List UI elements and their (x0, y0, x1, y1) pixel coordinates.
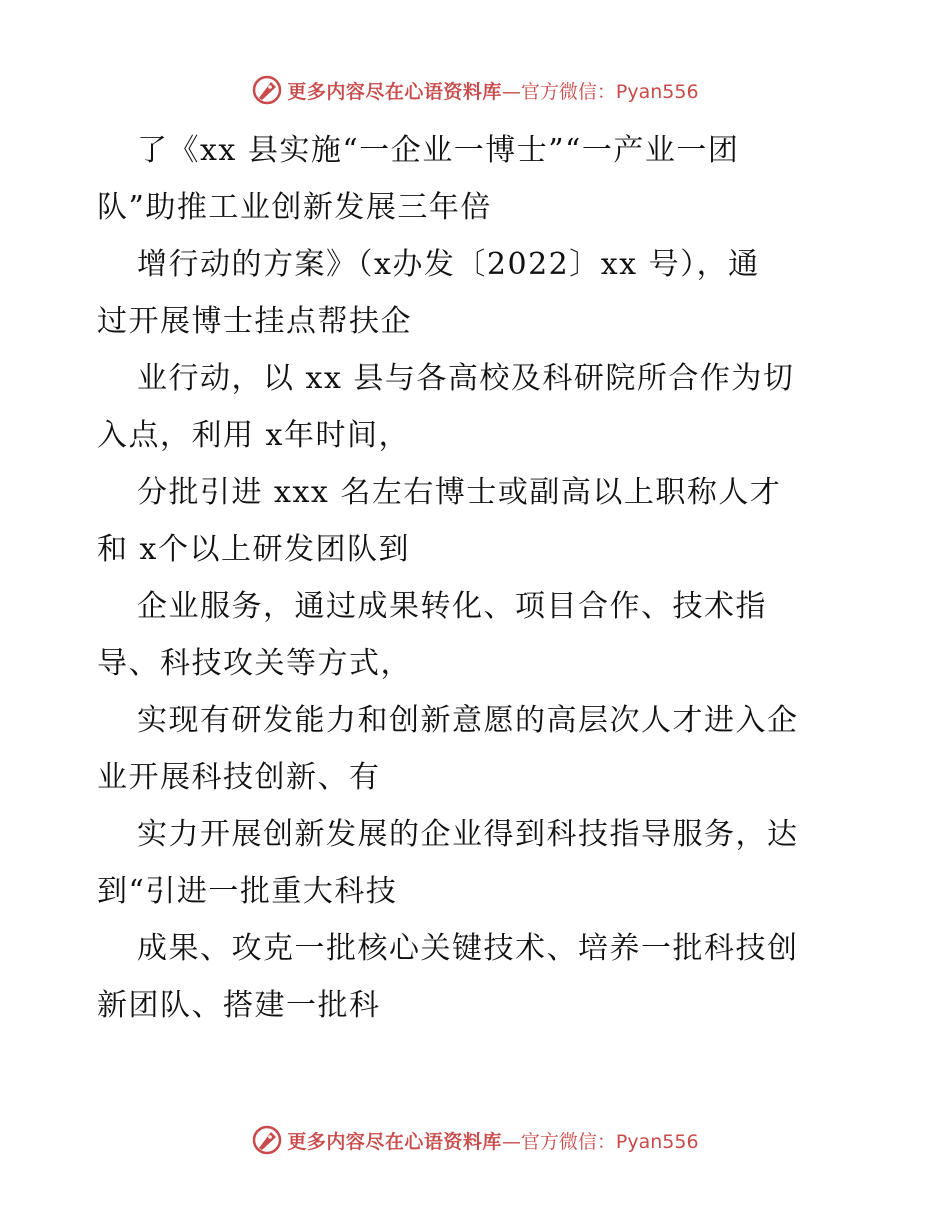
footer-contact-text: —官方微信：Pyan556 (501, 1130, 699, 1153)
header-brand-text: 更多内容尽在心语资料库 (287, 80, 502, 103)
header-contact-text: —官方微信：Pyan556 (501, 80, 699, 103)
body-line: 分批引进 xxx 名左右博士或副高以上职称人才 (137, 475, 782, 510)
header-watermark (0, 70, 950, 110)
body-line: 成果、攻克一批核心关键技术、培养一批科技创 (137, 931, 799, 966)
body-line: 导、科技攻关等方式， (97, 646, 412, 681)
body-line: 和 x个以上研发团队到 (97, 532, 410, 567)
body-line: 了《xx 县实施“一企业一博士”“一产业一团 (137, 133, 740, 168)
body-line: 业开展科技创新、有 (97, 760, 381, 795)
pen-nib-logo-icon (251, 74, 283, 106)
body-line: 新团队、搭建一批科 (97, 988, 381, 1023)
body-line: 到“引进一批重大科技 (97, 874, 398, 909)
body-line: 队”助推工业创新发展三年倍 (97, 190, 492, 225)
body-line: 企业服务，通过成果转化、项目合作、技术指 (137, 589, 767, 624)
body-line: 实力开展创新发展的企业得到科技指导服务，达 (137, 817, 799, 852)
document-body (97, 122, 857, 1034)
pen-nib-logo-icon (251, 1124, 283, 1156)
body-line: 入点，利用 x年时间， (97, 418, 410, 453)
body-line: 实现有研发能力和创新意愿的高层次人才进入企 (137, 703, 799, 738)
footer-watermark (0, 1120, 950, 1160)
body-line: 过开展博士挂点帮扶企 (97, 304, 412, 339)
body-line: 业行动，以 xx 县与各高校及科研院所合作为切 (137, 361, 795, 396)
footer-brand-text: 更多内容尽在心语资料库 (287, 1130, 502, 1153)
body-line: 增行动的方案》（x办发〔2022〕xx 号），通 (137, 247, 760, 282)
